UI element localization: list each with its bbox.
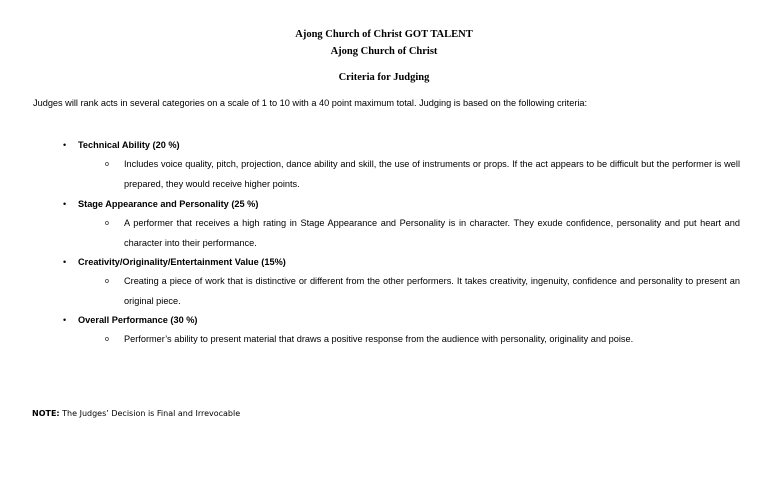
criterion-creativity (0, 253, 768, 311)
church-name: Ajong Church of Christ (330, 46, 438, 57)
note-text: The Judges’ Decision is Final and Irrevocable (59, 409, 241, 418)
sub-bullet-icon: o (105, 220, 109, 227)
criterion-title: Stage Appearance and Personality (25 %) (78, 199, 259, 209)
intro-paragraph: Judges will rank acts in several categories on a scale of 1 to 10 with a 40 point maximum total. Judging is based on the following criteria: (33, 98, 588, 108)
criterion-title: Creativity/Originality/Entertainment Value (15%) (78, 257, 286, 267)
criteria-list (0, 136, 768, 351)
bullet-icon: • (63, 257, 67, 267)
criterion-heading (0, 253, 768, 272)
sub-bullet-icon: o (105, 336, 109, 343)
note-line (32, 408, 240, 420)
note-label: NOTE: (32, 409, 60, 418)
criterion-heading (0, 136, 768, 155)
criterion-description-text: A performer that receives a high rating in Stage Appearance and Personality is in character. They exude confidence, personality and put heart and character into their performance. (124, 218, 740, 248)
criterion-description (105, 155, 740, 194)
criterion-description (105, 330, 740, 350)
event-title: Ajong Church of Christ GOT TALENT (295, 29, 473, 40)
criterion-title: Overall Performance (30 %) (78, 315, 198, 325)
criterion-description-text: Includes voice quality, pitch, projection, dance ability and skill, the use of instruments or props. If the act appears to be difficult but the performer is well prepared, they would receive higher points. (124, 159, 740, 189)
criterion-title: Technical Ability (20 %) (78, 140, 180, 150)
criterion-stage-appearance (0, 195, 768, 253)
sub-bullet-icon: o (105, 278, 109, 285)
criterion-heading (0, 195, 768, 214)
bullet-icon: • (63, 140, 67, 150)
criteria-title: Criteria for Judging (338, 72, 430, 83)
bullet-icon: • (63, 315, 67, 325)
criterion-description-text: Creating a piece of work that is distinctive or different from the other performers. It takes creativity, ingenuity, confidence and personality to present an original piece. (124, 276, 740, 306)
sub-bullet-icon: o (105, 161, 109, 168)
criterion-overall-performance (0, 311, 768, 351)
criterion-description-text: Performer’s ability to present material that draws a positive response from the audience with personality, originality and poise. (124, 334, 634, 344)
criterion-description (105, 214, 740, 253)
criterion-description (105, 272, 740, 311)
bullet-icon: • (63, 199, 67, 209)
document-header (0, 26, 768, 86)
criterion-heading (0, 311, 768, 330)
